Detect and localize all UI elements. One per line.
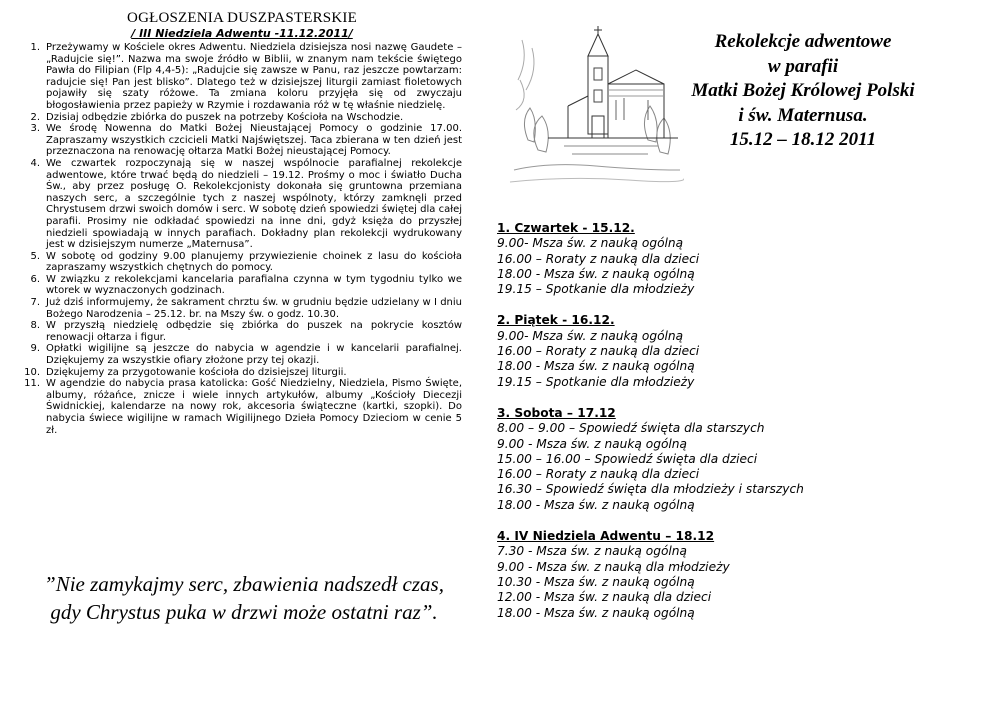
announcement-text: W sobotę od godziny 9.00 planujemy przywiezienie choinek z lasu do kościoła zapraszamy wszystkich chętnych do pomocy. (46, 250, 462, 274)
schedule-day-heading: 2. Piątek - 16.12. (497, 313, 615, 328)
schedule-day-heading: 3. Sobota – 17.12 (497, 405, 616, 420)
retreat-dates: 15.12 – 18.12 2011 (729, 129, 877, 150)
announcement-text: Dzisiaj odbędzie zbiórka do puszek na potrzeby Kościoła na Wschodzie. (46, 111, 404, 123)
schedule-day-heading: 4. IV Niedziela Adwentu – 18.12 (497, 529, 715, 544)
announcement-item (22, 378, 462, 436)
schedule-event: 12.00 - Msza św. z nauką dla dzieci (497, 590, 712, 605)
announcement-number: 2. (30, 111, 40, 123)
announcement-number: 3. (30, 123, 40, 135)
schedule-event: 19.15 – Spotkanie dla młodzieży (497, 282, 695, 297)
announcement-number: 4. (30, 157, 40, 169)
church-illustration (508, 20, 684, 192)
schedule-day (497, 406, 967, 513)
announcement-item (22, 297, 462, 320)
announcement-item (22, 367, 462, 379)
schedule-day (497, 221, 967, 297)
announcement-text: W przyszłą niedzielę odbędzie się zbiórka do puszek na pokrycie kosztów renowacji ołtarza i figur. (46, 320, 462, 343)
schedule-event: 10.30 - Msza św. z nauką ogólną (497, 574, 695, 589)
announcement-text: Opłatki wigilijne są jeszcze do nabycia w agendzie i w kancelarii parafialnej. Dziękujemy za wszystkie ofiary złożone przy tej okazji. (46, 343, 462, 367)
retreat-line: i św. Maternusa. (738, 104, 868, 126)
announcement-text: We czwartek rozpoczynają się w naszej wspólnocie parafialnej rekolekcje adwentowe, które trwać będą do niedzieli – 19.12. Prośmy o moc i światło Ducha Św., aby przez posługę O. Rekolekcjonisty dokonała się gruntowna przemiana naszych serc, a szczególnie tych z naszej wspólnoty, którzy zamknęli przed Chrystusem drzwi swoich domów i serc. W sobotę dzień spowiedzi świętej dla całej parafii. Prosimy nie odkładać spowiedzi na inne dni, gdyż księża do przyszłej niedzieli spowiadają w innych parafiach. Dokładny plan rekolekcji wydrukowany jest w dzisiejszym numerze „Maternusa”. (46, 157, 462, 251)
quote-line: gdy Chrystus puka w drzwi może ostatni raz”. (50, 600, 438, 624)
schedule-event: 18.00 - Msza św. z nauką ogólną (497, 266, 695, 281)
schedule-event: 9.00 - Msza św. z nauką ogólną (497, 436, 687, 451)
schedule-event: 18.00 - Msza św. z nauką ogólną (497, 497, 695, 512)
schedule-event: 18.00 - Msza św. z nauką ogólną (497, 359, 695, 374)
schedule-event: 19.15 – Spotkanie dla młodzieży (497, 374, 695, 389)
announcement-number: 10. (24, 366, 40, 378)
announcement-item (22, 158, 462, 251)
announcement-text: Przeżywamy w Kościele okres Adwentu. Niedziela dzisiejsza nosi nazwę Gaudete – „Radujcie się!”. Nazwa ma swoje źródło w Biblii, w znanym nam tekście świętego Pawła do Filipian (Flp 4,4-5): „Radujcie się zawsze w Panu, raz jeszcze powtarzam: radujcie się! Pan jest blisko”. Dlatego też w dzisiejszej liturgii zamiast fioletowych pojawiły się szaty różowe. Ta zmiana koloru przyjęła się od zwyczaju błogosławienia przez papieży w Rzymie i rozdawania róż w tę właśnie niedzielę. (46, 42, 462, 111)
schedule-day (497, 313, 967, 389)
announcement-item (22, 274, 462, 297)
announcements-column (22, 10, 462, 436)
schedule-event: 16.00 – Roraty z nauką dla dzieci (497, 344, 700, 359)
schedule-event: 9.00- Msza św. z nauką ogólną (497, 328, 684, 343)
retreat-schedule (497, 221, 967, 637)
announcement-text: Dziękujemy za przygotowanie kościoła do dzisiejszej liturgii. (46, 366, 347, 378)
announcement-number: 9. (30, 343, 40, 355)
announcement-item (22, 112, 462, 124)
schedule-event: 9.00- Msza św. z nauką ogólną (497, 236, 684, 251)
announcement-item (22, 343, 462, 366)
schedule-event: 7.30 - Msza św. z nauką ogólną (497, 544, 687, 559)
page-subtitle: / III Niedziela Adwentu -11.12.2011/ (131, 27, 353, 40)
announcement-text: W związku z rekolekcjami kancelaria parafialna czynna w tym tygodniu tylko we wtorek w wyznaczonych godzinach. (46, 273, 462, 297)
retreat-title: Rekolekcje adwentowe (714, 31, 892, 52)
retreat-announcement (678, 30, 928, 153)
schedule-event: 16.30 – Spowiedź święta dla młodzieży i starszych (497, 482, 804, 497)
retreat-line: w parafii (767, 55, 839, 77)
schedule-event: 8.00 – 9.00 – Spowiedź święta dla starszych (497, 421, 765, 436)
announcement-number: 7. (30, 297, 40, 309)
announcement-item (22, 123, 462, 158)
announcement-number: 8. (30, 320, 40, 332)
announcement-number: 1. (30, 42, 40, 53)
announcement-number: 6. (30, 273, 40, 285)
schedule-event: 16.00 – Roraty z nauką dla dzieci (497, 467, 700, 482)
announcements-list (22, 42, 462, 436)
announcement-text: W agendzie do nabycia prasa katolicka: Gość Niedzielny, Niedziela, Pismo Święte, albumy, różańce, znicze i wiele innych artykułów, albumy „Kościoły Diecezji Świdnickiej, kalendarze na nowy rok, akcesoria świąteczne (kartki, szopki). Do nabycia świece wigilijne w ramach Wigilijnego Dzieła Pomocy Dzieciom w cenie 5 zł. (46, 378, 462, 436)
schedule-event: 18.00 - Msza św. z nauką ogólną (497, 605, 695, 620)
closing-quote (20, 570, 468, 626)
announcement-item (22, 251, 462, 274)
announcement-number: 5. (30, 250, 40, 262)
schedule-day-heading: 1. Czwartek - 15.12. (497, 221, 635, 235)
schedule-day (497, 529, 967, 621)
retreat-line: Matki Bożej Królowej Polski (691, 80, 915, 101)
announcement-text: We środę Nowenna do Matki Bożej Nieustającej Pomocy o godzinie 17.00. Zapraszamy wszystkich czcicieli Matki Najświętszej. Taca zbierana w ten dzień jest przeznaczona na renowację ołtarza Matki Bożej nieustającej Pomocy. (46, 123, 462, 158)
quote-line: ”Nie zamykajmy serc, zbawienia nadszedł czas, (44, 572, 444, 596)
page-title: OGŁOSZENIA DUSZPASTERSKIE (127, 10, 357, 26)
announcement-item (22, 320, 462, 343)
announcement-item (22, 42, 462, 112)
announcement-text: Już dziś informujemy, że sakrament chrztu św. w grudniu będzie udzielany w I dniu Bożego Narodzenia – 25.12. br. na Mszy św. o godz. 10.30. (46, 297, 462, 320)
schedule-event: 15.00 – 16.00 – Spowiedź święta dla dzieci (497, 451, 758, 466)
announcement-number: 11. (24, 378, 40, 390)
schedule-event: 16.00 – Roraty z nauką dla dzieci (497, 251, 700, 266)
schedule-event: 9.00 - Msza św. z nauką dla młodzieży (497, 559, 730, 574)
